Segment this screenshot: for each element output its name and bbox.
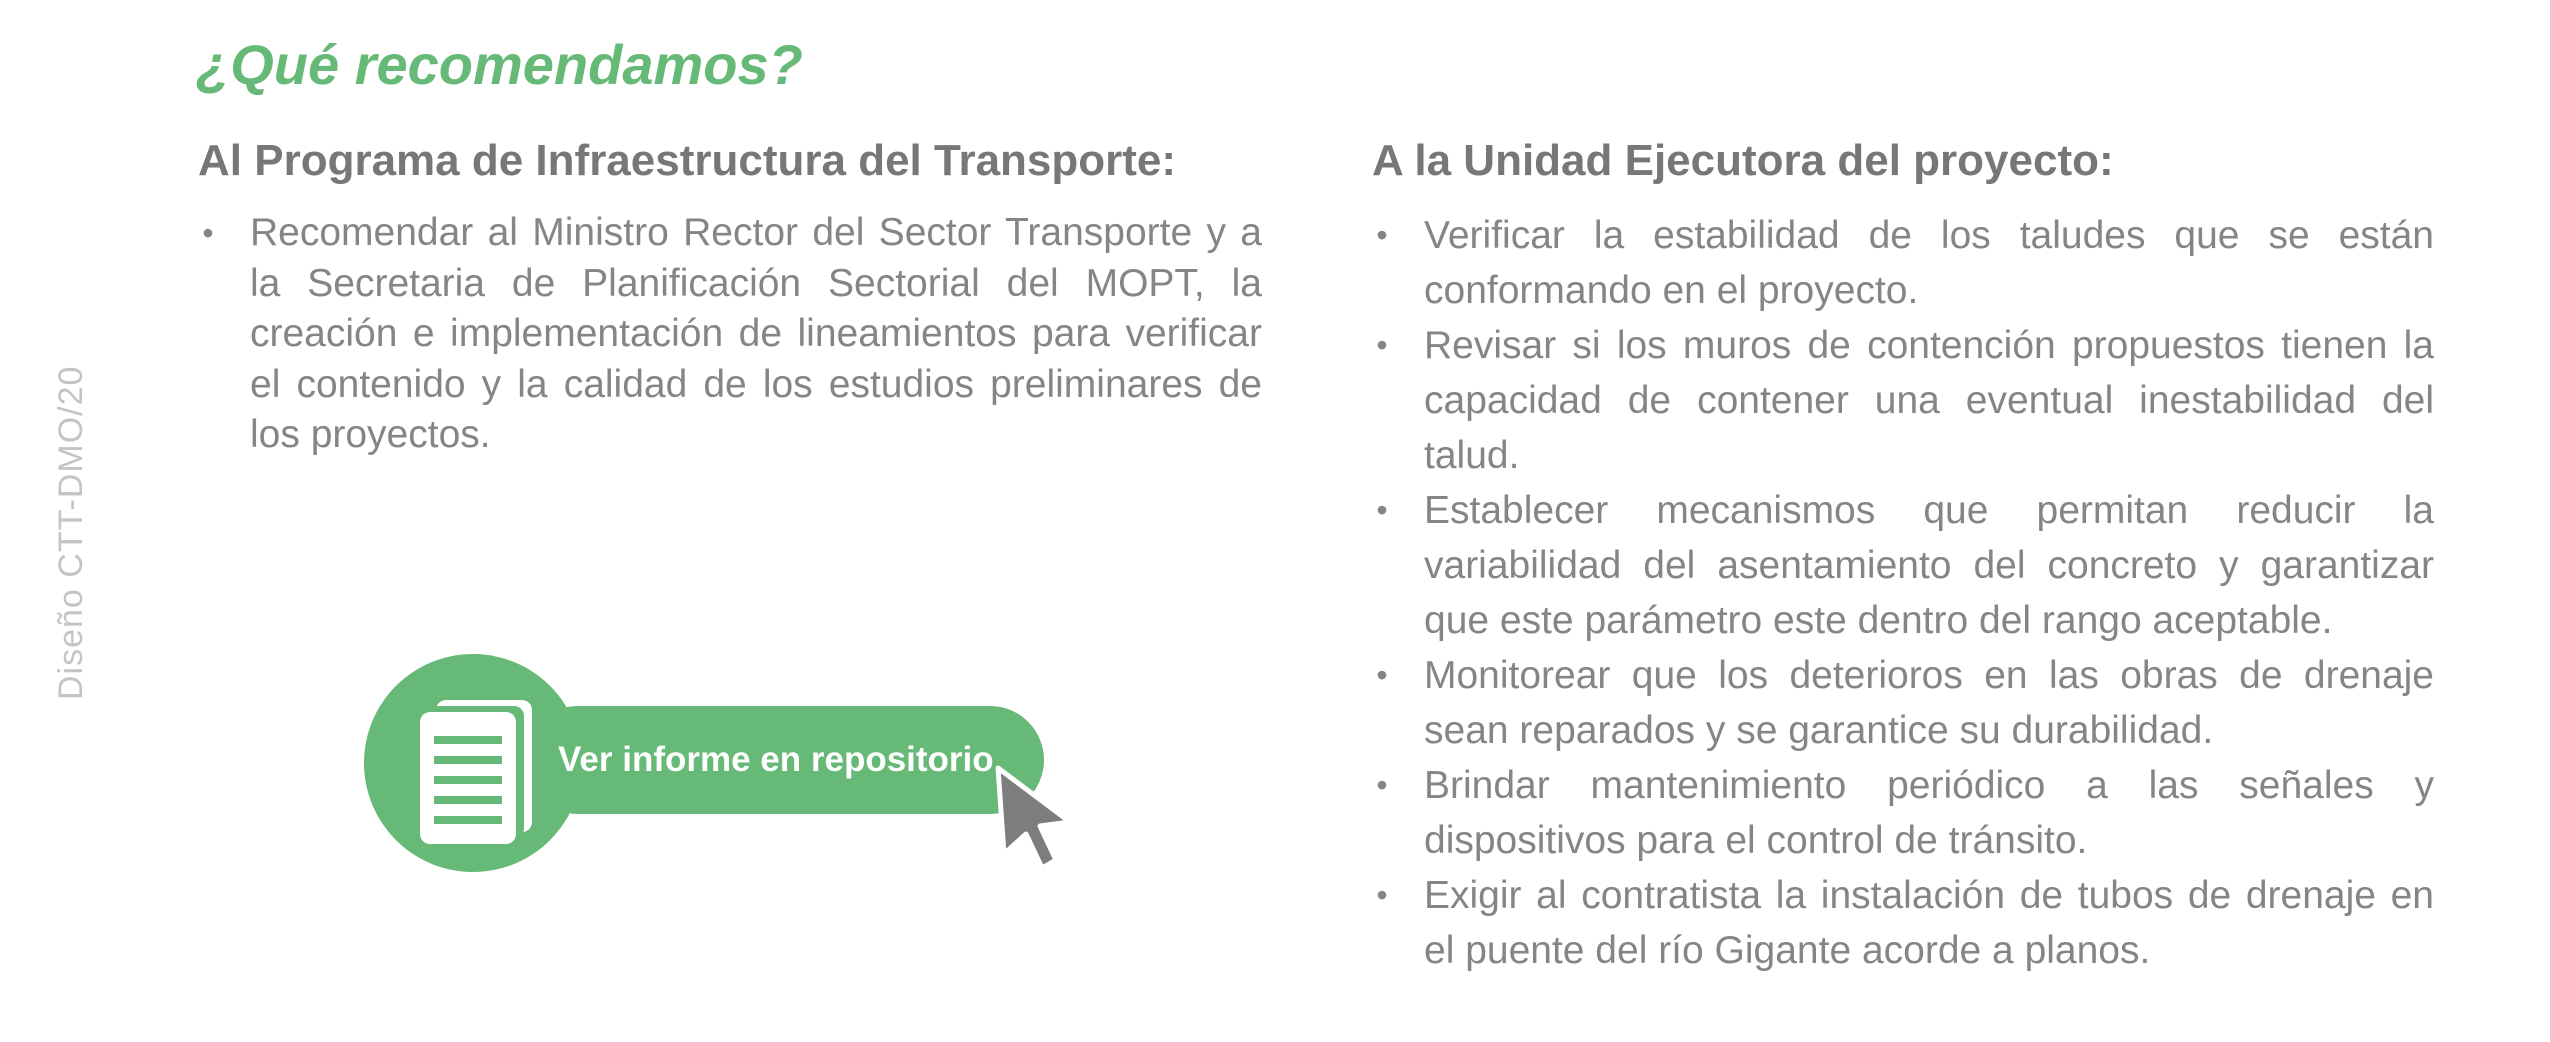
list-item	[1372, 758, 2434, 868]
bullet-icon: •	[1376, 657, 1388, 693]
list-item	[198, 208, 1262, 461]
list-item	[1372, 318, 2434, 483]
design-credit: Diseño CTT-DMO/20	[52, 365, 90, 700]
list-item-text: Brindar mantenimiento periódico a las señales y dispositivos para el control de tránsito.	[1424, 764, 2434, 862]
right-column-heading: A la Unidad Ejecutora del proyecto:	[1372, 136, 2114, 185]
list-item	[1372, 483, 2434, 648]
bullet-icon: •	[1376, 767, 1388, 803]
bullet-icon: •	[1376, 327, 1388, 363]
view-report-repository-button[interactable]	[364, 654, 1084, 874]
left-column-heading: Al Programa de Infraestructura del Transporte:	[198, 136, 1177, 185]
bullet-icon: •	[1376, 217, 1388, 253]
list-item-text: Exigir al contratista la instalación de tubos de drenaje en el puente del río Gigante acorde a planos.	[1424, 874, 2434, 972]
pointer-cursor-icon	[994, 764, 1084, 874]
bullet-icon: •	[202, 215, 214, 251]
right-column	[1372, 132, 2434, 978]
list-item	[1372, 208, 2434, 318]
left-column	[198, 132, 1262, 461]
list-item	[1372, 868, 2434, 978]
list-item-text: Establecer mecanismos que permitan reducir la variabilidad del asentamiento del concreto y garantizar que este parámetro este dentro del rango aceptable.	[1424, 489, 2434, 642]
left-recommendations-list	[198, 208, 1262, 461]
document-icon	[410, 694, 540, 844]
list-item-text: Monitorear que los deterioros en las obras de drenaje sean reparados y se garantice su durabilidad.	[1424, 654, 2434, 752]
bullet-icon: •	[1376, 877, 1388, 913]
right-recommendations-list	[1372, 208, 2434, 978]
list-item-text: Verificar la estabilidad de los taludes que se están conformando en el proyecto.	[1424, 214, 2434, 312]
repository-button-label[interactable]: Ver informe en repositorio	[558, 740, 994, 779]
page-title: ¿Qué recomendamos?	[196, 33, 803, 96]
list-item-text: Recomendar al Ministro Rector del Sector Transporte y a la Secretaria de Planificación Sectorial del MOPT, la creación e implementación de lineamientos para verificar el contenido y la calidad de los estudios preliminares de los proyectos.	[250, 211, 1262, 456]
list-item	[1372, 648, 2434, 758]
bullet-icon: •	[1376, 492, 1388, 528]
list-item-text: Revisar si los muros de contención propuestos tienen la capacidad de contener una eventual inestabilidad del talud.	[1424, 324, 2434, 477]
